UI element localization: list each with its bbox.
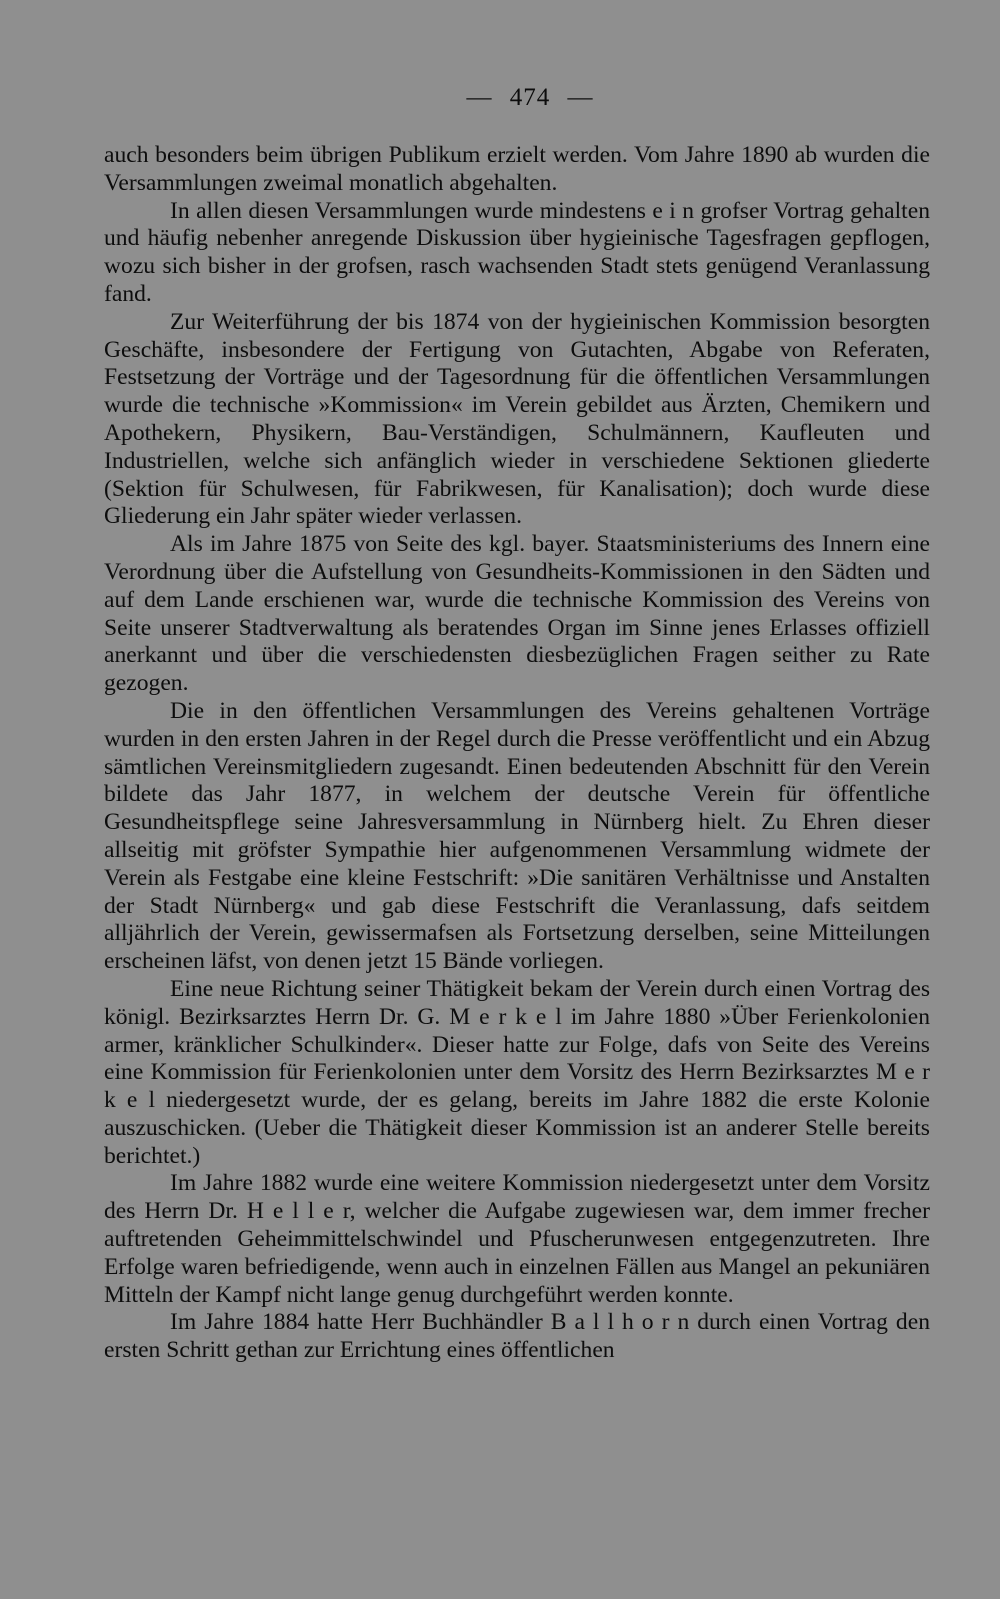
paragraph-1: auch besonders beim übrigen Publikum erzielt werden. Vom Jahre 1890 ab wurden die Versammlungen zweimal monatlich abgehalten. <box>104 142 930 196</box>
paragraph-8: Im Jahre 1884 hatte Herr Buchhändler B a l l h o r n durch einen Vortrag den ersten Schritt gethan zur Errichtung eines öffentlichen <box>104 1309 930 1364</box>
page-number-header: — 474 — <box>466 84 594 111</box>
paragraph-6: Eine neue Richtung seiner Thätigkeit bekam der Verein durch einen Vortrag des königl. Bezirksarztes Herrn Dr. G. M e r k e l im Jahre 1880 »Über Ferienkolonien armer, kränklicher Schulkinder«. Dieser hatte zur Folge, dafs von Seite des Vereins eine Kommission für Ferienkolonien unter dem Vorsitz des Herrn Bezirksarztes M e r k e l niedergesetzt wurde, der es gelang, bereits im Jahre 1882 die erste Kolonie auszuschicken. (Ueber die Thätigkeit dieser Kommission ist an anderer Stelle bereits berichtet.) <box>104 975 930 1169</box>
paragraph-3: Zur Weiterführung der bis 1874 von der hygieinischen Kommission besorgten Geschäfte, insbesondere der Fertigung von Gutachten, Abgabe von Referaten, Festsetzung der Vorträge und der Tagesordnung für die öffentlichen Versammlungen wurde die technische »Kommission« im Verein gebildet aus Ärzten, Chemikern und Apothekern, Physikern, Bau-Verständigen, Schulmännern, Kaufleuten und Industriellen, welche sich anfänglich wieder in verschiedene Sektionen gliederte (Sektion für Schulwesen, für Fabrikwesen, für Kanalisation); doch wurde diese Gliederung ein Jahr später wieder verlassen. <box>104 308 930 530</box>
paragraph-5: Die in den öffentlichen Versammlungen des Vereins gehaltenen Vorträge wurden in den ersten Jahren in der Regel durch die Presse veröffentlicht und ein Abzug sämtlichen Vereinsmitgliedern zugesandt. Einen bedeutenden Abschnitt für den Verein bildete das Jahr 1877, in welchem der deutsche Verein für öffentliche Gesundheitspflege seine Jahresversammlung in Nürnberg hielt. Zu Ehren dieser allseitig mit gröfster Sympathie hier aufgenommenen Versammlung widmete der Verein als Festgabe eine kleine Festschrift: »Die sanitären Verhältnisse und Anstalten der Stadt Nürnberg« und gab diese Festschrift die Veranlassung, dafs seitdem alljährlich der Verein, gewissermafsen als Fortsetzung derselben, seine Mitteilungen erscheinen läfst, von denen jetzt 15 Bände vorliegen. <box>104 697 930 975</box>
paragraph-4: Als im Jahre 1875 von Seite des kgl. bayer. Staatsministeriums des Innern eine Verordnung über die Aufstellung von Gesundheits-Kommissionen in den Sädten und auf dem Lande erschienen war, wurde die technische Kommission des Vereins von Seite unserer Stadtverwaltung als beratendes Organ im Sinne jenes Erlasses offiziell anerkannt und über die verschiedensten diesbezüglichen Fragen seither zu Rate gezogen. <box>104 531 930 697</box>
body-text <box>104 142 930 1365</box>
paragraph-2: In allen diesen Versammlungen wurde mindestens e i n grofser Vortrag gehalten und häufig nebenher anregende Diskussion über hygieinische Tagesfragen gepflogen, wozu sich bisher in der grofsen, rasch wachsenden Stadt stets genügend Veranlassung fand. <box>104 197 930 307</box>
paragraph-7: Im Jahre 1882 wurde eine weitere Kommission niedergesetzt unter dem Vorsitz des Herrn Dr. H e l l e r, welcher die Aufgabe zugewiesen war, dem immer frecher auftretenden Geheimmittelschwindel und Pfuscherunwesen entgegenzutreten. Ihre Erfolge waren befriedigende, wenn auch in einzelnen Fällen aus Mangel an pekuniären Mitteln der Kampf nicht lange genug durchgeführt werden konnte. <box>104 1170 930 1308</box>
